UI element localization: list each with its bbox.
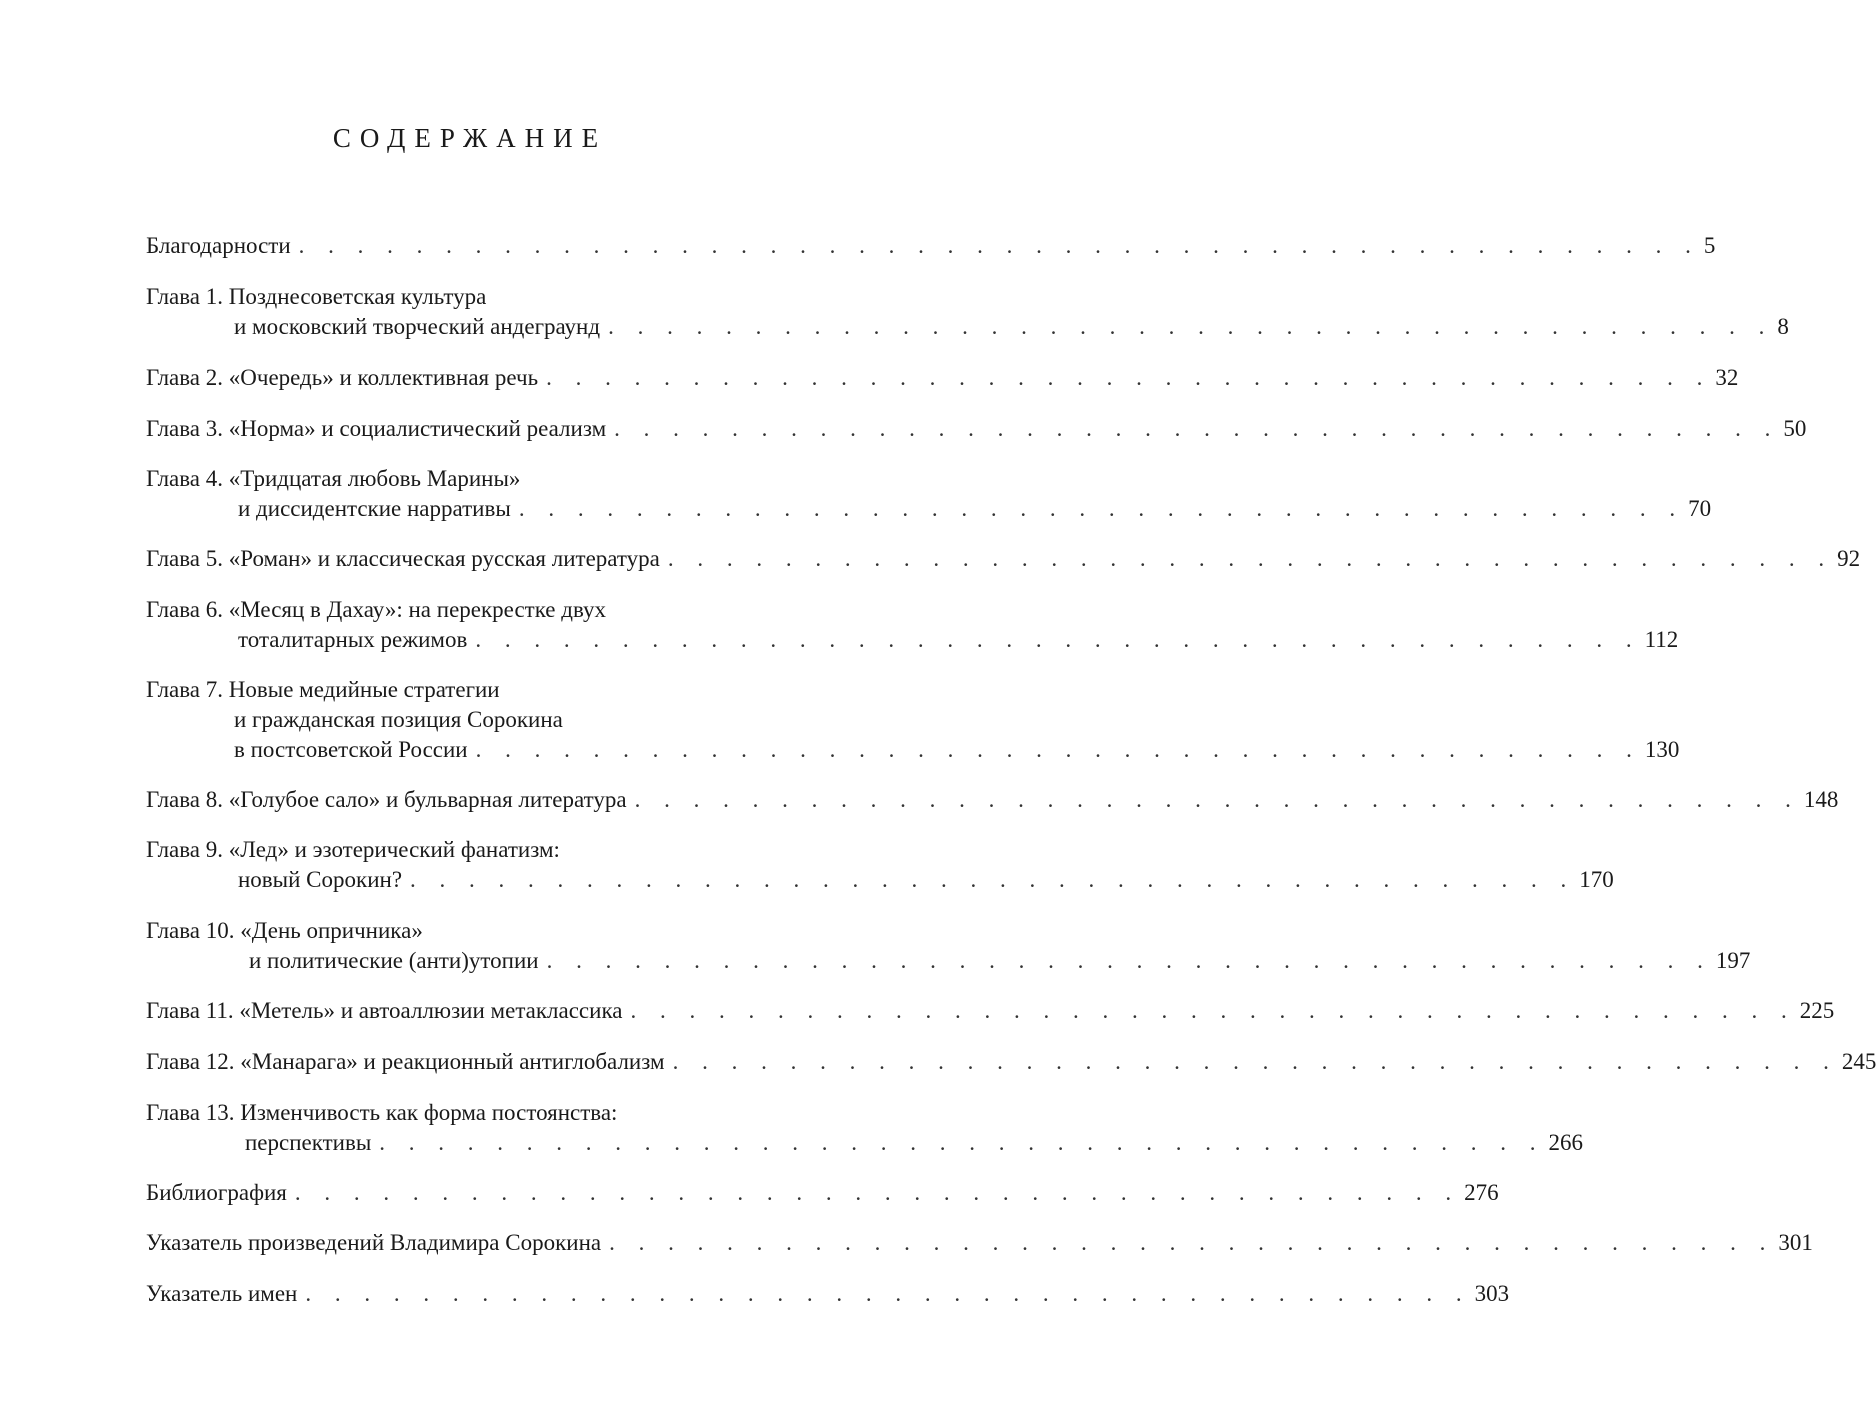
toc-entry-subtitle: и политические (анти)утопии (249, 948, 539, 973)
toc-entry-subtitle: тоталитарных режимов (238, 627, 468, 652)
leader-dots: . . . . . . . . . . . . . . . . . . . . . . . . . . . . . . . . . . . . . . . . (294, 1180, 1461, 1205)
toc-entry[interactable] (146, 1178, 1499, 1208)
leader-dots: . . . . . . . . . . . . . . . . . . . . . . . . . . . . . . . . . . . . . . . . (475, 627, 1641, 652)
toc-entry-title: Глава 1. Позднесоветская культура (146, 284, 487, 309)
toc-entry-subtitle: и московский творческий андеграунд (234, 314, 601, 339)
leader-dots: . . . . . . . . . . . . . . . . . . . . . . . . . . . . . . . . . . . . . . . . (410, 867, 1576, 892)
toc-entry-title: Библиография (146, 1180, 287, 1205)
toc-page-number: 5 (1703, 233, 1716, 258)
leader-dots: . . . . . . . . . . . . . . . . . . . . . . . . . . . . . . . . . . . . . . . . (379, 1130, 1545, 1155)
toc-page-number: 112 (1644, 627, 1679, 652)
toc-entry[interactable] (146, 363, 1739, 393)
toc-entry-subtitle: новый Сорокин? (238, 867, 403, 892)
toc-entry-subtitle: и диссидентские нарративы (238, 496, 511, 521)
toc-entry[interactable] (146, 1047, 1876, 1077)
leader-dots: . . . . . . . . . . . . . . . . . . . . . . . . . . . . . . . . . . . . . . . . . . . . . . . . (298, 233, 1700, 258)
toc-entry-title: Глава 2. «Очередь» и коллективная речь (146, 365, 539, 390)
toc-entry-title: Глава 4. «Тридцатая любовь Марины» (146, 466, 521, 491)
toc-entry-title: Указатель произведений Владимира Сорокина (146, 1230, 602, 1255)
toc-page-number: 92 (1837, 546, 1861, 571)
toc-entry[interactable] (146, 835, 1614, 895)
leader-dots: . . . . . . . . . . . . . . . . . . . . . . . . . . . . . . . . . . . . . . . . (546, 365, 1712, 390)
toc-entry-subtitle: и гражданская позиция Сорокина (234, 707, 563, 732)
toc-entry[interactable] (146, 1098, 1584, 1158)
leader-dots: . . . . . . . . . . . . . . . . . . . . . . . . . . . . . . . . . . . . . . . . (518, 496, 1685, 521)
toc-page-number: 32 (1715, 365, 1739, 390)
toc-page-number: 245 (1841, 1049, 1876, 1074)
toc-entry[interactable] (146, 1279, 1510, 1309)
leader-dots: . . . . . . . . . . . . . . . . . . . . . . . . . . . . . . . . . . . . . . . . (305, 1281, 1471, 1306)
leader-dots: . . . . . . . . . . . . . . . . . . . . . . . . . . . . . . . . . . . . . . . . (475, 737, 1641, 762)
toc-entry[interactable] (146, 464, 1712, 524)
leader-dots: . . . . . . . . . . . . . . . . . . . . . . . . . . . . . . . . . . . . . . . . (672, 1049, 1838, 1074)
toc-entry[interactable] (146, 282, 1789, 342)
toc-page-number: 225 (1799, 998, 1835, 1023)
toc-entry-subtitle: перспективы (245, 1130, 372, 1155)
toc-page-number: 50 (1783, 416, 1807, 441)
toc-entry-title: Глава 12. «Манарага» и реакционный антиглобализм (146, 1049, 665, 1074)
toc-page-number: 303 (1474, 1281, 1510, 1306)
toc-entry[interactable] (146, 414, 1807, 444)
leader-dots: . . . . . . . . . . . . . . . . . . . . . . . . . . . . . . . . . . . . . . . . (614, 416, 1780, 441)
toc-page-number: 170 (1579, 867, 1614, 892)
leader-dots: . . . . . . . . . . . . . . . . . . . . . . . . . . . . . . . . . . . . . . . . (667, 546, 1834, 571)
toc-entry-title: Глава 3. «Норма» и социалистический реализм (146, 416, 607, 441)
toc-entry-title: Глава 5. «Роман» и классическая русская литература (146, 546, 660, 571)
toc-entry[interactable] (146, 595, 1679, 655)
toc-page-number: 148 (1803, 787, 1839, 812)
toc-entry[interactable] (146, 231, 1716, 261)
toc-entry[interactable] (146, 1228, 1813, 1258)
toc-entry-title: Глава 13. Изменчивость как форма постоянства: (146, 1100, 618, 1125)
leader-dots: . . . . . . . . . . . . . . . . . . . . . . . . . . . . . . . . . . . . . . . . (609, 1230, 1775, 1255)
toc-entry-title: Глава 9. «Лед» и эзотерический фанатизм: (146, 837, 560, 862)
toc-page-number: 276 (1464, 1180, 1499, 1205)
toc-entry[interactable] (146, 785, 1839, 815)
toc-page-number: 266 (1548, 1130, 1584, 1155)
toc-entry[interactable] (146, 916, 1751, 976)
leader-dots: . . . . . . . . . . . . . . . . . . . . . . . . . . . . . . . . . . . . . . . . (608, 314, 1774, 339)
toc-entry[interactable] (146, 544, 1861, 574)
toc-entry-title: Глава 8. «Голубое сало» и бульварная литература (146, 787, 627, 812)
toc-entry-title: Глава 6. «Месяц в Дахау»: на перекрестке двух (146, 597, 607, 622)
toc-entry-title: Глава 10. «День опричника» (146, 918, 423, 943)
leader-dots: . . . . . . . . . . . . . . . . . . . . . . . . . . . . . . . . . . . . . . . . (630, 998, 1796, 1023)
toc-page-number: 197 (1715, 948, 1751, 973)
leader-dots: . . . . . . . . . . . . . . . . . . . . . . . . . . . . . . . . . . . . . . . . (634, 787, 1800, 812)
toc-page-number: 8 (1777, 314, 1789, 339)
toc-page-number: 301 (1778, 1230, 1813, 1255)
leader-dots: . . . . . . . . . . . . . . . . . . . . . . . . . . . . . . . . . . . . . . . . (546, 948, 1712, 973)
page-title: СОДЕРЖАНИЕ (332, 123, 608, 153)
toc-entry-subtitle: в постсоветской России (234, 737, 468, 762)
toc-entry-title: Глава 11. «Метель» и автоаллюзии метаклассика (146, 998, 623, 1023)
toc-page-number: 70 (1688, 496, 1712, 521)
toc-entry-title: Глава 7. Новые медийные стратегии (146, 677, 500, 702)
toc-entry-title: Указатель имен (146, 1281, 298, 1306)
toc-page-number: 130 (1644, 737, 1680, 762)
toc-entry[interactable] (146, 996, 1835, 1026)
toc-entry-title: Благодарности (146, 233, 291, 258)
toc-entry[interactable] (146, 675, 1680, 765)
